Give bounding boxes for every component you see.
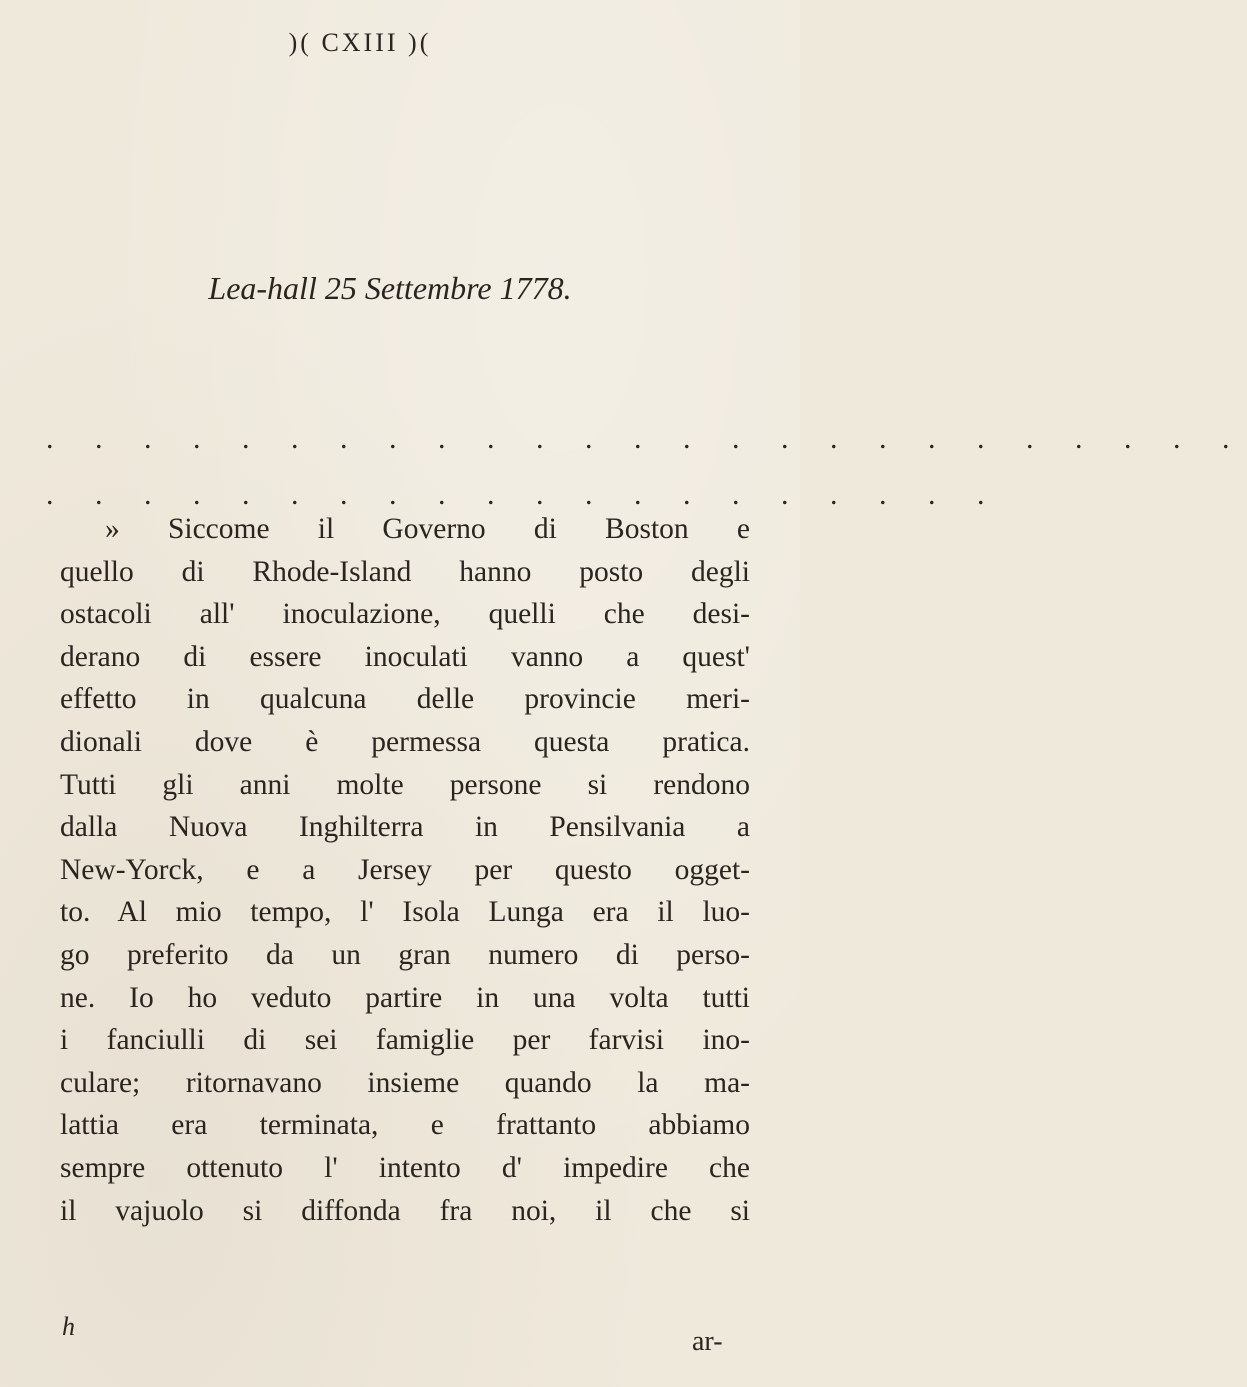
running-head-page-number: )( CXIII )( <box>288 28 432 57</box>
text-line-8: dalla Nuova Inghilterra in Pensilvania a <box>60 811 750 844</box>
text-line-7: Tutti gli anni molte persone si rendono <box>60 768 750 801</box>
text-line-1: » Siccome il Governo di Boston e <box>105 513 750 545</box>
catchword: ar- <box>692 1326 723 1357</box>
text-line-15: lattia era terminata, e frattanto abbiamo <box>60 1109 750 1142</box>
text-line-9: New-Yorck, e a Jersey per questo ogget- <box>60 853 750 886</box>
signature-mark: h <box>62 1312 75 1341</box>
ellipsis-row-1: . . . . . . . . . . . . . . . . . . . . . . . . . <box>46 422 1247 455</box>
text-line-3: ostacoli all' inoculazione, quelli che desi- <box>60 598 750 631</box>
text-line-17: il vajuolo si diffonda fra noi, il che si <box>60 1194 750 1227</box>
text-line-10: to. Al mio tempo, l' Isola Lunga era il luo- <box>60 896 750 929</box>
text-line-6: dionali dove è permessa questa pratica. <box>60 725 750 758</box>
text-line-11: go preferito da un gran numero di perso- <box>60 938 750 971</box>
text-line-5: effetto in qualcuna delle provincie meri- <box>60 683 750 716</box>
text-line-13: i fanciulli di sei famiglie per farvisi ino- <box>60 1024 750 1057</box>
letter-dateline: Lea-hall 25 Settembre 1778. <box>208 270 572 306</box>
text-line-2: quello di Rhode-Island hanno posto degli <box>60 555 750 588</box>
text-line-16: sempre ottenuto l' intento d' impedire che <box>60 1151 750 1184</box>
text-line-12: ne. Io ho veduto partire in una volta tutti <box>60 981 750 1014</box>
text-line-14: culare; ritornavano insieme quando la ma- <box>60 1066 750 1099</box>
text-line-4: derano di essere inoculati vanno a quest' <box>60 640 750 673</box>
body-paragraph <box>60 508 750 1232</box>
ellipsis-row-2: . . . . . . . . . . . . . . . . . . . . <box>46 478 1002 511</box>
